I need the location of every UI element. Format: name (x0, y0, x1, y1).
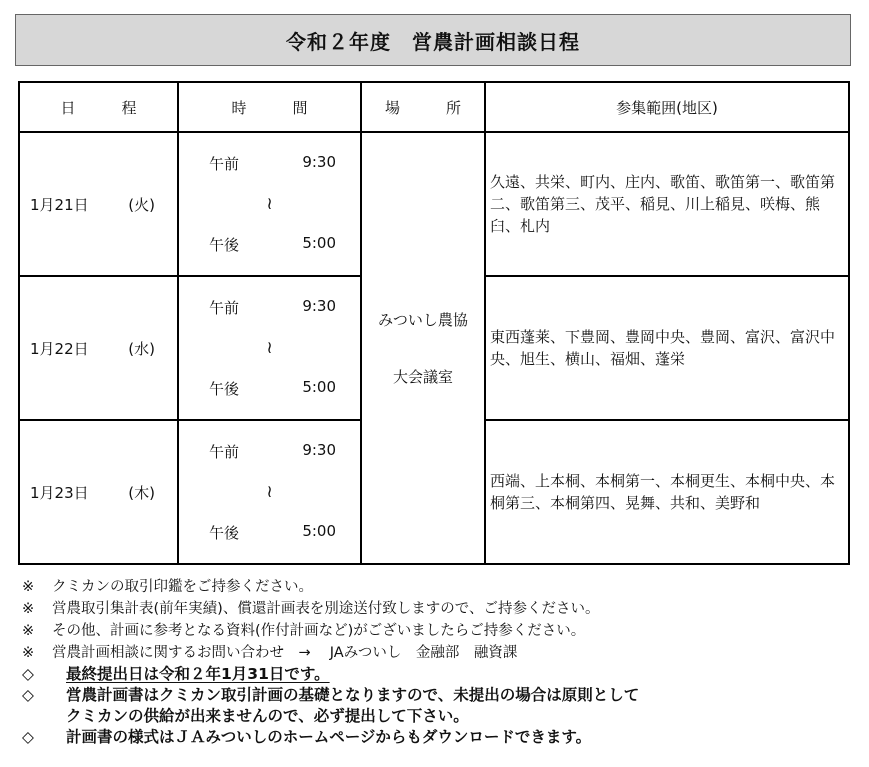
note-item (22, 598, 862, 620)
diamond-icon: ◇ (22, 686, 34, 704)
note-text: 営農取引集計表(前年実績)、償還計画表を別途送付致しますので、ご持参ください。 (52, 601, 600, 617)
important-item (22, 727, 862, 748)
area-cell: 久遠、共栄、町内、庄内、歌笛、歌笛第一、歌笛第二、歌笛第三、茂平、稲見、川上稲見、咲梅、熊臼、札内 (485, 132, 849, 276)
range-mark: ≀ (266, 338, 273, 358)
important-text: 営農計画書はクミカン取引計画の基礎となりますので、未提出の場合は原則として (66, 686, 640, 704)
note-mark: ※ (22, 645, 35, 661)
table-header-row (19, 82, 849, 132)
note-item (22, 620, 862, 642)
place-name: みついし農協 (378, 311, 468, 329)
important-item (22, 685, 862, 706)
table-row (19, 132, 849, 276)
page-title: 令和２年度 営農計画相談日程 (286, 29, 580, 54)
header-place: 場 所 (361, 82, 485, 132)
note-text: 営農計画相談に関するお問い合わせ → JAみついし 金融部 融資課 (52, 645, 518, 661)
important-text: 計画書の様式はＪＡみついしのホームページからもダウンロードできます。 (66, 728, 592, 746)
time-cell: 午前 9:30 ≀ 午後 5:00 (178, 276, 361, 420)
note-text: その他、計画に参考となる資料(作付計画など)がございましたらご持参ください。 (52, 623, 586, 639)
date-cell: 1月22日 (水) (19, 276, 178, 420)
range-mark: ≀ (266, 482, 273, 502)
time-cell: 午前 9:30 ≀ 午後 5:00 (178, 132, 361, 276)
date-cell: 1月21日 (火) (19, 132, 178, 276)
area-cell: 東西蓬莱、下豊岡、豊岡中央、豊岡、富沢、富沢中央、旭生、横山、福畑、蓬栄 (485, 276, 849, 420)
page-title-banner (15, 14, 851, 66)
date-cell: 1月23日 (木) (19, 420, 178, 564)
schedule-table (18, 81, 850, 565)
notes-section (22, 576, 862, 748)
header-area: 参集範囲(地区) (485, 82, 849, 132)
diamond-icon: ◇ (22, 728, 34, 746)
header-time: 時 間 (178, 82, 361, 132)
note-mark: ※ (22, 601, 35, 617)
note-mark: ※ (22, 623, 35, 639)
deadline-text: 最終提出日は令和２年1月31日です。 (66, 665, 330, 683)
place-cell (361, 132, 485, 564)
important-item (22, 664, 862, 685)
note-mark: ※ (22, 579, 35, 595)
note-item (22, 642, 862, 664)
range-mark: ≀ (266, 194, 273, 214)
time-cell: 午前 9:30 ≀ 午後 5:00 (178, 420, 361, 564)
important-item-continued: クミカンの供給が出来ませんので、必ず提出して下さい。 (66, 707, 469, 725)
diamond-icon: ◇ (22, 665, 34, 683)
area-cell: 西端、上本桐、本桐第一、本桐更生、本桐中央、本桐第三、本桐第四、晃舞、共和、美野和 (485, 420, 849, 564)
place-room: 大会議室 (392, 368, 453, 386)
note-text: クミカンの取引印鑑をご持参ください。 (52, 579, 313, 595)
note-item (22, 576, 862, 598)
header-date: 日 程 (19, 82, 178, 132)
